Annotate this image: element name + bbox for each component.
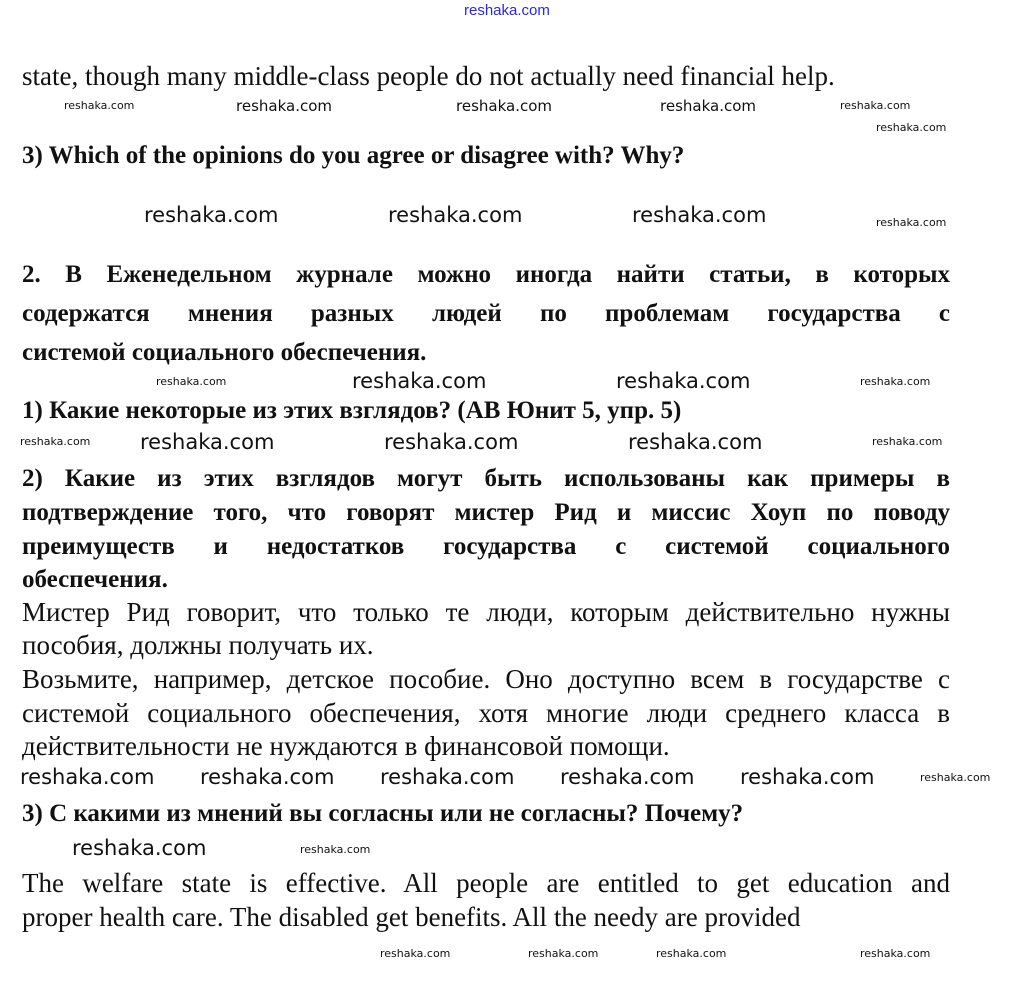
answer-line: системой социального обеспечения, хотя многие люди среднего класса в xyxy=(22,698,950,728)
question-heading: 1) Какие некоторые из этих взглядов? (AB Юнит 5, упр. 5) xyxy=(22,397,682,424)
task-heading-line: содержатся мнения разных людей по проблемам государства с xyxy=(22,300,950,327)
watermark: reshaka.com xyxy=(860,375,931,388)
watermark: reshaka.com xyxy=(352,369,487,393)
watermark: reshaka.com xyxy=(380,765,515,789)
question-heading-line: подтверждение того, что говорят мистер Рид и миссис Хоуп по поводу xyxy=(22,499,950,526)
watermark: reshaka.com xyxy=(300,843,371,856)
watermark: reshaka.com xyxy=(872,435,943,448)
watermark: reshaka.com xyxy=(632,203,767,227)
watermark: reshaka.com xyxy=(384,430,519,454)
watermark: reshaka.com xyxy=(660,97,756,115)
watermark: reshaka.com xyxy=(388,203,523,227)
watermark: reshaka.com xyxy=(740,765,875,789)
question-heading: 3) Which of the opinions do you agree or disagree with? Why? xyxy=(22,142,685,169)
watermark: reshaka.com xyxy=(72,836,207,860)
question-heading-line: 2) Какие из этих взглядов могут быть использованы как примеры в xyxy=(22,465,950,492)
text-line: proper health care. The disabled get benefits. All the needy are provided xyxy=(22,902,801,932)
watermark: reshaka.com xyxy=(920,771,991,784)
watermark: reshaka.com xyxy=(528,947,599,960)
watermark: reshaka.com xyxy=(144,203,279,227)
answer-line: Возьмите, например, детское пособие. Оно доступно всем в государстве с xyxy=(22,664,950,694)
watermark: reshaka.com xyxy=(616,369,751,393)
watermark: reshaka.com xyxy=(156,375,227,388)
watermark: reshaka.com xyxy=(656,947,727,960)
text-line: state, though many middle-class people do not actually need financial help. xyxy=(22,61,835,91)
question-heading: 3) С какими из мнений вы согласны или не согласны? Почему? xyxy=(22,800,744,827)
watermark: reshaka.com xyxy=(860,947,931,960)
watermark: reshaka.com xyxy=(876,216,947,229)
watermark: reshaka.com xyxy=(380,947,451,960)
text-line: The welfare state is effective. All people are entitled to get education and xyxy=(22,868,950,898)
watermark: reshaka.com xyxy=(456,97,552,115)
watermark: reshaka.com xyxy=(236,97,332,115)
watermark: reshaka.com xyxy=(560,765,695,789)
site-link[interactable]: reshaka.com xyxy=(464,2,550,19)
watermark: reshaka.com xyxy=(200,765,335,789)
question-heading-line: преимуществ и недостатков государства с системой социального xyxy=(22,533,950,560)
task-heading-line: системой социального обеспечения. xyxy=(22,339,427,366)
watermark: reshaka.com xyxy=(628,430,763,454)
watermark: reshaka.com xyxy=(20,435,91,448)
question-heading-line: обеспечения. xyxy=(22,566,168,593)
task-heading-line: 2. В Еженедельном журнале можно иногда найти статьи, в которых xyxy=(22,261,950,288)
answer-line: Мистер Рид говорит, что только те люди, которым действительно нужны xyxy=(22,597,950,627)
watermark: reshaka.com xyxy=(20,765,155,789)
watermark: reshaka.com xyxy=(64,99,135,112)
watermark: reshaka.com xyxy=(876,121,947,134)
watermark: reshaka.com xyxy=(140,430,275,454)
answer-line: действительности не нуждаются в финансовой помощи. xyxy=(22,731,670,761)
watermark: reshaka.com xyxy=(840,99,911,112)
answer-line: пособия, должны получать их. xyxy=(22,630,374,660)
